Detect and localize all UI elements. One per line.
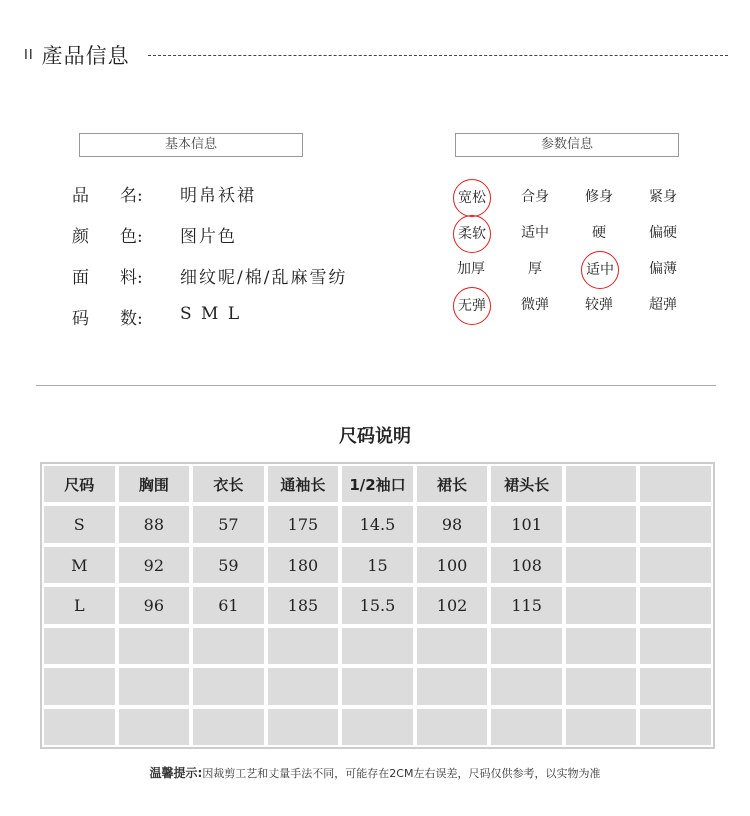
table-cell: [268, 709, 339, 745]
size-table-title: 尺码说明: [339, 426, 411, 447]
size-table: [40, 462, 715, 749]
table-cell: 185: [268, 587, 339, 623]
param-option-selected: 柔软: [453, 215, 491, 253]
table-cell: [491, 668, 562, 704]
table-cell: 88: [119, 506, 190, 542]
section-marker: II: [24, 47, 34, 63]
table-cell: [640, 506, 711, 542]
table-cell: 14.5: [342, 506, 413, 542]
table-cell: 15: [342, 547, 413, 583]
table-cell: 100: [417, 547, 488, 583]
info-value: 明帛袄裙: [180, 186, 256, 206]
note-text: 因裁剪工艺和丈量手法不同，可能存在2CM左右误差，尺码仅供参考，以实物为准: [202, 767, 601, 780]
table-header-cell: 衣长: [193, 466, 264, 502]
table-cell: [566, 668, 637, 704]
basic-info-row: [72, 263, 347, 288]
table-cell: [566, 709, 637, 745]
table-header-cell: 胸围: [119, 466, 190, 502]
param-grid: [448, 182, 704, 320]
info-value: 细纹呢/棉/乱麻雪纺: [180, 268, 348, 288]
table-cell: [417, 709, 488, 745]
table-cell: [417, 628, 488, 664]
table-cell: 15.5: [342, 587, 413, 623]
section-title: [24, 40, 130, 70]
param-option: 超弹: [649, 297, 677, 313]
param-option: 紧身: [649, 189, 677, 205]
param-option: 修身: [585, 189, 613, 205]
table-header-cell: [566, 466, 637, 502]
table-header-cell: 1/2袖口: [342, 466, 413, 502]
table-cell: [566, 628, 637, 664]
info-key: 面: [72, 268, 89, 288]
param-option: 偏硬: [649, 225, 677, 241]
table-cell: [44, 628, 115, 664]
table-cell: [193, 668, 264, 704]
param-option-selected: 无弹: [453, 287, 491, 325]
table-cell: 180: [268, 547, 339, 583]
info-key: 色:: [120, 227, 143, 247]
table-cell: 61: [193, 587, 264, 623]
table-cell: [268, 628, 339, 664]
table-cell: [640, 709, 711, 745]
table-cell: [44, 668, 115, 704]
table-cell: M: [44, 547, 115, 583]
table-cell: S: [44, 506, 115, 542]
table-cell: [566, 587, 637, 623]
table-cell: 59: [193, 547, 264, 583]
table-cell: [417, 668, 488, 704]
info-key: 颜: [72, 227, 89, 247]
note-label: 温馨提示:: [149, 766, 203, 780]
table-cell: [342, 668, 413, 704]
table-cell: L: [44, 587, 115, 623]
table-cell: [640, 668, 711, 704]
table-cell: [640, 547, 711, 583]
param-option: 适中: [521, 225, 549, 241]
table-cell: 98: [417, 506, 488, 542]
note: [0, 764, 750, 781]
table-header-cell: 通袖长: [268, 466, 339, 502]
info-key: 料:: [120, 268, 143, 288]
table-cell: [640, 628, 711, 664]
param-option: 加厚: [457, 261, 485, 277]
table-cell: 101: [491, 506, 562, 542]
param-option: 厚: [528, 261, 542, 277]
table-cell: 115: [491, 587, 562, 623]
basic-info-row: [72, 181, 256, 206]
table-cell: [342, 709, 413, 745]
param-option: 微弹: [521, 297, 549, 313]
info-key: 码: [72, 309, 89, 329]
basic-info-header: 基本信息: [79, 133, 303, 157]
param-info-header: 参数信息: [455, 133, 679, 157]
info-value: 图片色: [180, 227, 237, 247]
table-cell: [44, 709, 115, 745]
table-cell: [119, 628, 190, 664]
divider: [36, 385, 716, 386]
table-cell: [566, 506, 637, 542]
table-cell: 102: [417, 587, 488, 623]
table-cell: [268, 668, 339, 704]
section-title-text: 產品信息: [41, 44, 130, 68]
table-cell: 108: [491, 547, 562, 583]
param-option-selected: 适中: [581, 251, 619, 289]
info-value: S M L: [180, 304, 242, 324]
param-option: 合身: [521, 189, 549, 205]
param-option: 硬: [592, 225, 606, 241]
param-option-selected: 宽松: [453, 179, 491, 217]
table-cell: 57: [193, 506, 264, 542]
basic-info-row: [72, 304, 241, 329]
table-cell: [193, 628, 264, 664]
table-cell: [342, 628, 413, 664]
param-option: 较弹: [585, 297, 613, 313]
table-cell: [491, 628, 562, 664]
table-header-cell: 裙头长: [491, 466, 562, 502]
table-cell: 92: [119, 547, 190, 583]
info-key: 名:: [120, 186, 143, 206]
table-cell: 96: [119, 587, 190, 623]
table-header-cell: 裙长: [417, 466, 488, 502]
table-cell: [640, 587, 711, 623]
basic-info-row: [72, 222, 237, 247]
table-cell: 175: [268, 506, 339, 542]
info-key: 品: [72, 186, 89, 206]
param-option: 偏薄: [649, 261, 677, 277]
table-cell: [119, 709, 190, 745]
dashed-divider: [148, 55, 728, 56]
table-cell: [119, 668, 190, 704]
table-header-cell: 尺码: [44, 466, 115, 502]
info-key: 数:: [120, 309, 143, 329]
table-cell: [491, 709, 562, 745]
table-header-cell: [640, 466, 711, 502]
table-cell: [193, 709, 264, 745]
table-cell: [566, 547, 637, 583]
